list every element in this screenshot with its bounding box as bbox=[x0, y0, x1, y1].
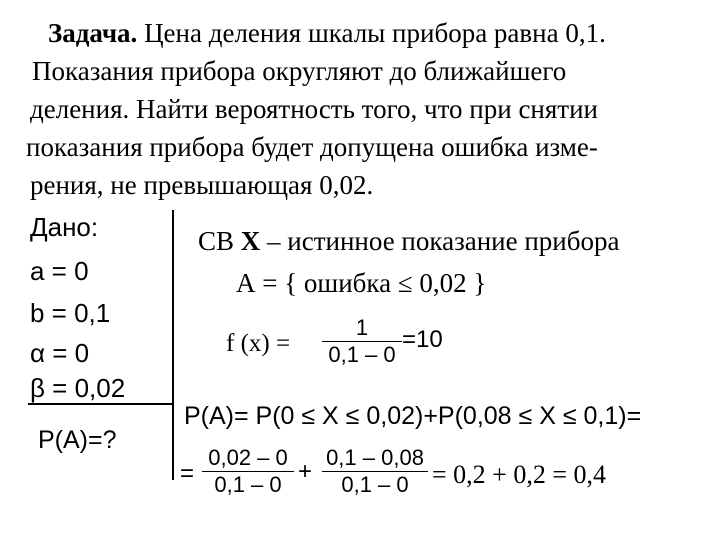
probability-expression: P(A)= P(0 ≤ X ≤ 0,02)+P(0,08 ≤ X ≤ 0,1)= bbox=[184, 402, 642, 430]
problem-line-3: деления. Найти вероятность того, что при снятии bbox=[30, 94, 598, 124]
fraction-1 bbox=[202, 447, 294, 496]
given-find: P(A)=? bbox=[38, 426, 117, 454]
fraction-2-numerator: 0,1 – 0,08 bbox=[326, 445, 424, 470]
problem-line-1 bbox=[48, 20, 606, 47]
horizontal-divider bbox=[28, 403, 172, 405]
equals-start: = bbox=[180, 460, 195, 487]
plus-sign: + bbox=[298, 458, 313, 485]
fraction-2-denominator: 0,1 – 0 bbox=[341, 472, 409, 497]
problem-line-2: Показания прибора округляют до ближайшего bbox=[32, 56, 567, 86]
density-fraction bbox=[322, 317, 402, 366]
rv-prefix: СВ bbox=[198, 226, 241, 256]
problem-line-5: рения, не превышающая 0,02. bbox=[30, 170, 374, 200]
given-a: a = 0 bbox=[30, 256, 89, 286]
problem-text-1: Цена деления шкалы прибора равна 0,1. bbox=[137, 18, 606, 48]
vertical-divider bbox=[172, 210, 174, 480]
given-beta: β = 0,02 bbox=[30, 373, 126, 403]
rv-rest: – истинное показание прибора bbox=[260, 226, 620, 256]
final-result: = 0,2 + 0,2 = 0,4 bbox=[432, 460, 606, 489]
density-rhs: =10 bbox=[402, 326, 443, 353]
random-variable-def bbox=[198, 228, 619, 255]
problem-line-4: показания прибора будет допущена ошибка изме- bbox=[26, 132, 598, 162]
given-title: Дано: bbox=[30, 212, 99, 242]
density-denominator: 0,1 – 0 bbox=[328, 342, 396, 367]
event-def: А = { ошибка ≤ 0,02 } bbox=[236, 268, 487, 298]
given-b: b = 0,1 bbox=[30, 298, 111, 328]
density-lhs: f (x) = bbox=[226, 330, 291, 357]
density-numerator: 1 bbox=[355, 315, 369, 340]
fraction-1-numerator: 0,02 – 0 bbox=[208, 445, 288, 470]
problem-label: Задача. bbox=[48, 18, 138, 48]
fraction-2 bbox=[322, 447, 428, 496]
rv-var: X bbox=[240, 226, 261, 256]
fraction-1-denominator: 0,1 – 0 bbox=[214, 472, 282, 497]
given-alpha: α = 0 bbox=[30, 338, 90, 368]
